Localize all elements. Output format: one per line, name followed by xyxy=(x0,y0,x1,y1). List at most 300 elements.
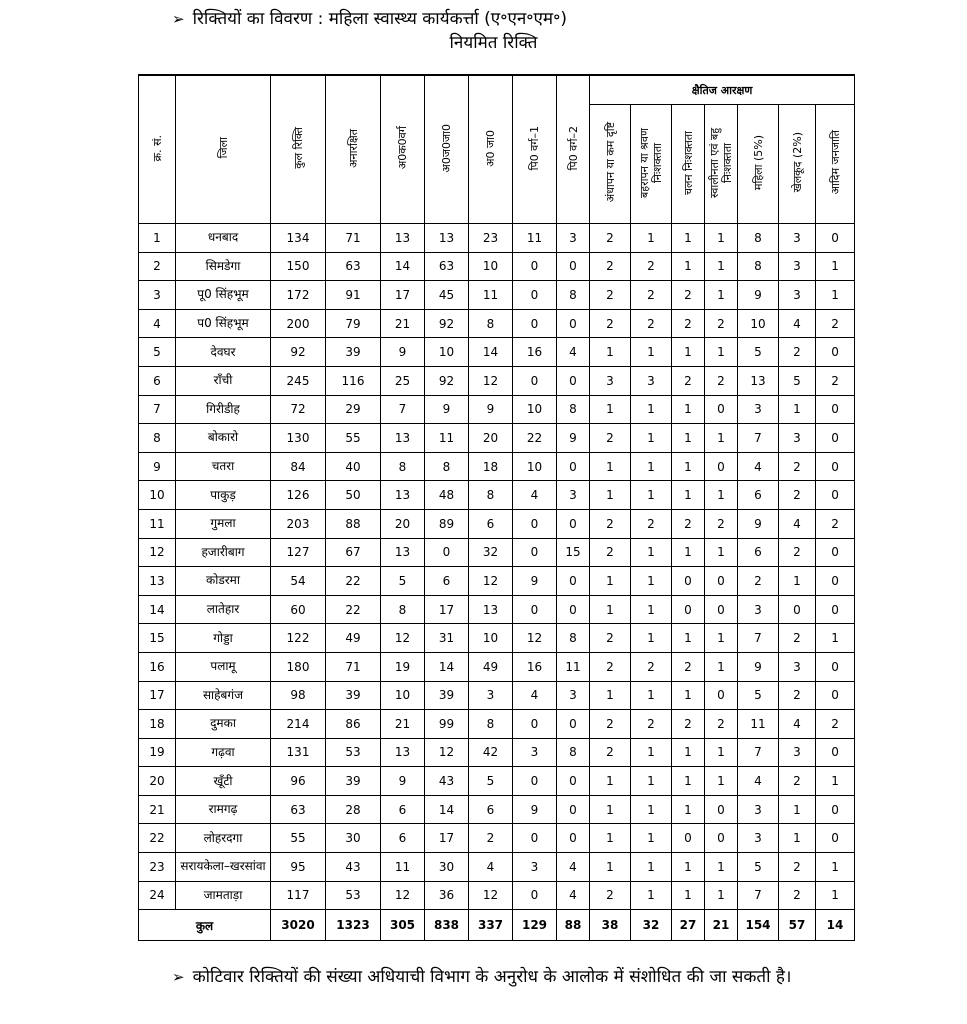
value-cell: 49 xyxy=(469,652,513,681)
value-cell: 11 xyxy=(738,710,779,739)
table-body xyxy=(139,224,855,910)
value-cell: 25 xyxy=(381,366,425,395)
value-cell: 0 xyxy=(705,395,738,424)
serial-cell: 6 xyxy=(139,366,176,395)
value-cell: 0 xyxy=(705,567,738,596)
value-cell: 63 xyxy=(425,252,469,281)
value-cell: 0 xyxy=(425,538,469,567)
district-cell: पाकुड़ xyxy=(176,481,271,510)
table-row xyxy=(139,881,855,910)
serial-cell: 23 xyxy=(139,853,176,882)
district-cell: गोड्डा xyxy=(176,624,271,653)
value-cell: 17 xyxy=(425,824,469,853)
serial-cell: 2 xyxy=(139,252,176,281)
value-cell: 13 xyxy=(469,595,513,624)
value-cell: 6 xyxy=(381,795,425,824)
value-cell: 0 xyxy=(816,338,855,367)
value-cell: 1 xyxy=(631,624,672,653)
value-cell: 40 xyxy=(326,452,381,481)
value-cell: 1 xyxy=(779,395,816,424)
value-cell: 0 xyxy=(557,366,590,395)
table-row xyxy=(139,795,855,824)
page-title xyxy=(172,6,567,29)
value-cell: 6 xyxy=(738,481,779,510)
value-cell: 130 xyxy=(271,424,326,453)
value-cell: 29 xyxy=(326,395,381,424)
value-cell: 72 xyxy=(271,395,326,424)
value-cell: 14 xyxy=(381,252,425,281)
value-cell: 2 xyxy=(779,452,816,481)
total-cell: 3020 xyxy=(271,910,326,941)
col-header-bc1: पि0 वर्ग–1 xyxy=(513,75,557,224)
value-cell: 1 xyxy=(705,424,738,453)
value-cell: 4 xyxy=(557,853,590,882)
total-cell: 14 xyxy=(816,910,855,941)
value-cell: 1 xyxy=(631,481,672,510)
value-cell: 7 xyxy=(738,881,779,910)
value-cell: 2 xyxy=(590,710,631,739)
value-cell: 1 xyxy=(672,424,705,453)
value-cell: 22 xyxy=(326,567,381,596)
footnote xyxy=(172,962,862,993)
value-cell: 4 xyxy=(469,853,513,882)
value-cell: 55 xyxy=(271,824,326,853)
value-cell: 67 xyxy=(326,538,381,567)
value-cell: 1 xyxy=(705,224,738,253)
value-cell: 1 xyxy=(631,795,672,824)
value-cell: 1 xyxy=(672,795,705,824)
value-cell: 10 xyxy=(469,624,513,653)
value-cell: 1 xyxy=(590,567,631,596)
value-cell: 1 xyxy=(705,538,738,567)
table-row xyxy=(139,395,855,424)
value-cell: 6 xyxy=(425,567,469,596)
value-cell: 1 xyxy=(631,538,672,567)
value-cell: 12 xyxy=(425,738,469,767)
value-cell: 3 xyxy=(779,424,816,453)
table-row xyxy=(139,853,855,882)
value-cell: 4 xyxy=(779,309,816,338)
value-cell: 1 xyxy=(590,853,631,882)
value-cell: 9 xyxy=(513,795,557,824)
value-cell: 2 xyxy=(631,309,672,338)
value-cell: 3 xyxy=(738,595,779,624)
table-row xyxy=(139,538,855,567)
value-cell: 2 xyxy=(672,366,705,395)
value-cell: 126 xyxy=(271,481,326,510)
value-cell: 4 xyxy=(738,767,779,796)
value-cell: 13 xyxy=(381,224,425,253)
value-cell: 43 xyxy=(326,853,381,882)
value-cell: 0 xyxy=(672,824,705,853)
district-cell: प0 सिंहभूम xyxy=(176,309,271,338)
value-cell: 2 xyxy=(590,538,631,567)
serial-cell: 24 xyxy=(139,881,176,910)
value-cell: 71 xyxy=(326,224,381,253)
value-cell: 6 xyxy=(381,824,425,853)
value-cell: 6 xyxy=(738,538,779,567)
value-cell: 13 xyxy=(381,481,425,510)
table-row xyxy=(139,595,855,624)
value-cell: 131 xyxy=(271,738,326,767)
value-cell: 96 xyxy=(271,767,326,796)
value-cell: 14 xyxy=(469,338,513,367)
value-cell: 4 xyxy=(738,452,779,481)
value-cell: 2 xyxy=(779,481,816,510)
value-cell: 1 xyxy=(705,481,738,510)
value-cell: 11 xyxy=(469,281,513,310)
value-cell: 1 xyxy=(590,681,631,710)
value-cell: 8 xyxy=(381,452,425,481)
value-cell: 0 xyxy=(816,738,855,767)
value-cell: 22 xyxy=(513,424,557,453)
value-cell: 1 xyxy=(672,252,705,281)
value-cell: 39 xyxy=(326,767,381,796)
value-cell: 31 xyxy=(425,624,469,653)
value-cell: 0 xyxy=(513,281,557,310)
value-cell: 30 xyxy=(326,824,381,853)
value-cell: 1 xyxy=(590,595,631,624)
value-cell: 9 xyxy=(469,395,513,424)
value-cell: 2 xyxy=(590,881,631,910)
value-cell: 116 xyxy=(326,366,381,395)
total-label: कुल xyxy=(139,910,271,941)
value-cell: 14 xyxy=(425,652,469,681)
value-cell: 0 xyxy=(816,538,855,567)
value-cell: 2 xyxy=(816,366,855,395)
value-cell: 1 xyxy=(631,681,672,710)
value-cell: 2 xyxy=(590,624,631,653)
value-cell: 3 xyxy=(590,366,631,395)
value-cell: 1 xyxy=(631,767,672,796)
table-row xyxy=(139,452,855,481)
table-row xyxy=(139,824,855,853)
district-cell: साहेबगंज xyxy=(176,681,271,710)
value-cell: 0 xyxy=(816,452,855,481)
value-cell: 1 xyxy=(590,824,631,853)
value-cell: 21 xyxy=(381,710,425,739)
total-cell: 88 xyxy=(557,910,590,941)
value-cell: 1 xyxy=(672,681,705,710)
value-cell: 0 xyxy=(816,795,855,824)
value-cell: 20 xyxy=(469,424,513,453)
value-cell: 0 xyxy=(557,824,590,853)
value-cell: 122 xyxy=(271,624,326,653)
col-header-bc2: पि0 वर्ग–2 xyxy=(557,75,590,224)
total-cell: 838 xyxy=(425,910,469,941)
value-cell: 86 xyxy=(326,710,381,739)
value-cell: 8 xyxy=(381,595,425,624)
value-cell: 2 xyxy=(816,710,855,739)
value-cell: 1 xyxy=(705,624,738,653)
total-row xyxy=(139,910,855,941)
value-cell: 150 xyxy=(271,252,326,281)
value-cell: 0 xyxy=(513,824,557,853)
value-cell: 1 xyxy=(672,224,705,253)
value-cell: 1 xyxy=(672,624,705,653)
serial-cell: 13 xyxy=(139,567,176,596)
total-cell: 129 xyxy=(513,910,557,941)
arrowhead-bullet-icon: ➢ xyxy=(172,10,185,28)
total-cell: 32 xyxy=(631,910,672,941)
value-cell: 1 xyxy=(705,652,738,681)
value-cell: 0 xyxy=(816,595,855,624)
table-row xyxy=(139,567,855,596)
value-cell: 3 xyxy=(738,395,779,424)
value-cell: 2 xyxy=(705,366,738,395)
col-header-locomotor: चलन निःशक्तता xyxy=(672,105,705,224)
value-cell: 9 xyxy=(557,424,590,453)
value-cell: 8 xyxy=(469,710,513,739)
value-cell: 63 xyxy=(326,252,381,281)
table-row xyxy=(139,624,855,653)
page-subtitle: नियमित रिक्ति xyxy=(449,33,538,53)
col-header-primitive-tribe: आदिम जनजाति xyxy=(816,105,855,224)
value-cell: 0 xyxy=(557,252,590,281)
value-cell: 2 xyxy=(672,710,705,739)
value-cell: 1 xyxy=(672,395,705,424)
value-cell: 1 xyxy=(672,767,705,796)
value-cell: 53 xyxy=(326,881,381,910)
value-cell: 1 xyxy=(590,481,631,510)
value-cell: 12 xyxy=(469,567,513,596)
value-cell: 50 xyxy=(326,481,381,510)
value-cell: 14 xyxy=(425,795,469,824)
value-cell: 36 xyxy=(425,881,469,910)
value-cell: 53 xyxy=(326,738,381,767)
value-cell: 5 xyxy=(738,853,779,882)
value-cell: 2 xyxy=(590,309,631,338)
value-cell: 95 xyxy=(271,853,326,882)
value-cell: 2 xyxy=(705,710,738,739)
total-cell: 154 xyxy=(738,910,779,941)
value-cell: 3 xyxy=(513,738,557,767)
value-cell: 0 xyxy=(513,252,557,281)
value-cell: 2 xyxy=(816,309,855,338)
value-cell: 0 xyxy=(705,795,738,824)
value-cell: 2 xyxy=(631,710,672,739)
value-cell: 2 xyxy=(590,252,631,281)
col-header-serial: क्र. सं. xyxy=(139,75,176,224)
serial-cell: 14 xyxy=(139,595,176,624)
table-row xyxy=(139,681,855,710)
value-cell: 0 xyxy=(513,595,557,624)
table-row xyxy=(139,710,855,739)
value-cell: 3 xyxy=(779,252,816,281)
district-cell: पलामू xyxy=(176,652,271,681)
value-cell: 0 xyxy=(705,681,738,710)
value-cell: 1 xyxy=(705,738,738,767)
value-cell: 49 xyxy=(326,624,381,653)
col-header-blindness: अंधापन या कम दृष्टि xyxy=(590,105,631,224)
value-cell: 39 xyxy=(425,681,469,710)
value-cell: 23 xyxy=(469,224,513,253)
value-cell: 10 xyxy=(513,452,557,481)
serial-cell: 10 xyxy=(139,481,176,510)
value-cell: 5 xyxy=(738,338,779,367)
col-header-unreserved: अनारक्षित xyxy=(326,75,381,224)
value-cell: 2 xyxy=(672,509,705,538)
value-cell: 1 xyxy=(631,452,672,481)
value-cell: 1 xyxy=(631,567,672,596)
district-cell: लोहरदगा xyxy=(176,824,271,853)
value-cell: 8 xyxy=(557,738,590,767)
value-cell: 2 xyxy=(779,338,816,367)
value-cell: 127 xyxy=(271,538,326,567)
value-cell: 1 xyxy=(631,738,672,767)
value-cell: 5 xyxy=(381,567,425,596)
value-cell: 2 xyxy=(705,309,738,338)
value-cell: 0 xyxy=(557,767,590,796)
value-cell: 0 xyxy=(513,366,557,395)
value-cell: 0 xyxy=(672,595,705,624)
value-cell: 1 xyxy=(816,252,855,281)
value-cell: 8 xyxy=(469,481,513,510)
value-cell: 0 xyxy=(816,567,855,596)
value-cell: 2 xyxy=(631,281,672,310)
table-row xyxy=(139,252,855,281)
district-cell: रामगढ़ xyxy=(176,795,271,824)
value-cell: 2 xyxy=(631,252,672,281)
serial-cell: 3 xyxy=(139,281,176,310)
value-cell: 2 xyxy=(469,824,513,853)
value-cell: 7 xyxy=(381,395,425,424)
value-cell: 1 xyxy=(672,338,705,367)
value-cell: 8 xyxy=(557,624,590,653)
value-cell: 3 xyxy=(779,224,816,253)
total-cell: 57 xyxy=(779,910,816,941)
value-cell: 117 xyxy=(271,881,326,910)
value-cell: 89 xyxy=(425,509,469,538)
value-cell: 7 xyxy=(738,624,779,653)
table-row xyxy=(139,338,855,367)
value-cell: 79 xyxy=(326,309,381,338)
value-cell: 1 xyxy=(672,452,705,481)
value-cell: 10 xyxy=(381,681,425,710)
value-cell: 9 xyxy=(425,395,469,424)
total-cell: 1323 xyxy=(326,910,381,941)
value-cell: 4 xyxy=(557,338,590,367)
value-cell: 0 xyxy=(816,481,855,510)
total-cell: 38 xyxy=(590,910,631,941)
district-cell: जामताड़ा xyxy=(176,881,271,910)
value-cell: 92 xyxy=(425,309,469,338)
district-cell: पू0 सिंहभूम xyxy=(176,281,271,310)
value-cell: 2 xyxy=(631,652,672,681)
value-cell: 4 xyxy=(779,509,816,538)
value-cell: 2 xyxy=(779,538,816,567)
total-cell: 305 xyxy=(381,910,425,941)
value-cell: 12 xyxy=(513,624,557,653)
value-cell: 1 xyxy=(779,795,816,824)
value-cell: 3 xyxy=(738,824,779,853)
value-cell: 0 xyxy=(672,567,705,596)
col-header-total: कुल रिक्ति xyxy=(271,75,326,224)
value-cell: 2 xyxy=(738,567,779,596)
value-cell: 8 xyxy=(469,309,513,338)
value-cell: 4 xyxy=(779,710,816,739)
value-cell: 22 xyxy=(326,595,381,624)
value-cell: 0 xyxy=(513,509,557,538)
vacancy-table xyxy=(138,74,855,941)
value-cell: 13 xyxy=(381,538,425,567)
value-cell: 88 xyxy=(326,509,381,538)
value-cell: 9 xyxy=(381,767,425,796)
value-cell: 1 xyxy=(705,881,738,910)
value-cell: 1 xyxy=(590,338,631,367)
value-cell: 214 xyxy=(271,710,326,739)
value-cell: 2 xyxy=(705,509,738,538)
col-header-autism-multiple: स्वालीनता एवं बहु निःशक्तता xyxy=(705,105,738,224)
value-cell: 2 xyxy=(779,881,816,910)
district-cell: राँची xyxy=(176,366,271,395)
value-cell: 0 xyxy=(513,881,557,910)
value-cell: 54 xyxy=(271,567,326,596)
value-cell: 1 xyxy=(590,395,631,424)
serial-cell: 21 xyxy=(139,795,176,824)
value-cell: 1 xyxy=(816,767,855,796)
value-cell: 2 xyxy=(672,309,705,338)
value-cell: 3 xyxy=(779,281,816,310)
value-cell: 1 xyxy=(705,252,738,281)
value-cell: 0 xyxy=(557,509,590,538)
value-cell: 2 xyxy=(672,652,705,681)
value-cell: 92 xyxy=(271,338,326,367)
col-header-women: महिला (5%) xyxy=(738,105,779,224)
value-cell: 8 xyxy=(425,452,469,481)
value-cell: 0 xyxy=(816,824,855,853)
district-cell: सरायकेला–खरसांवा xyxy=(176,853,271,882)
value-cell: 98 xyxy=(271,681,326,710)
value-cell: 45 xyxy=(425,281,469,310)
value-cell: 6 xyxy=(469,509,513,538)
value-cell: 0 xyxy=(557,795,590,824)
serial-cell: 4 xyxy=(139,309,176,338)
district-cell: लातेहार xyxy=(176,595,271,624)
value-cell: 2 xyxy=(779,681,816,710)
value-cell: 10 xyxy=(469,252,513,281)
value-cell: 1 xyxy=(631,424,672,453)
value-cell: 84 xyxy=(271,452,326,481)
district-cell: सिमडेगा xyxy=(176,252,271,281)
value-cell: 16 xyxy=(513,652,557,681)
footnote-text: कोटिवार रिक्तियों की संख्या अधियाची विभाग के अनुरोध के आलोक में संशोधित की जा सकती है। xyxy=(192,967,792,987)
value-cell: 1 xyxy=(816,881,855,910)
value-cell: 3 xyxy=(469,681,513,710)
value-cell: 1 xyxy=(705,853,738,882)
value-cell: 5 xyxy=(469,767,513,796)
col-header-sc: अ0 जा0 xyxy=(469,75,513,224)
value-cell: 1 xyxy=(631,824,672,853)
col-header-ews: अ0क0वर्ग xyxy=(381,75,425,224)
value-cell: 15 xyxy=(557,538,590,567)
table-row xyxy=(139,424,855,453)
value-cell: 2 xyxy=(590,424,631,453)
table-row xyxy=(139,224,855,253)
value-cell: 1 xyxy=(672,738,705,767)
value-cell: 0 xyxy=(705,824,738,853)
value-cell: 11 xyxy=(381,853,425,882)
value-cell: 1 xyxy=(705,281,738,310)
value-cell: 1 xyxy=(816,281,855,310)
serial-cell: 17 xyxy=(139,681,176,710)
value-cell: 4 xyxy=(557,881,590,910)
value-cell: 48 xyxy=(425,481,469,510)
horizontal-reservation-header: क्षैतिज आरक्षण xyxy=(590,75,855,105)
value-cell: 0 xyxy=(557,710,590,739)
serial-cell: 5 xyxy=(139,338,176,367)
value-cell: 1 xyxy=(631,395,672,424)
